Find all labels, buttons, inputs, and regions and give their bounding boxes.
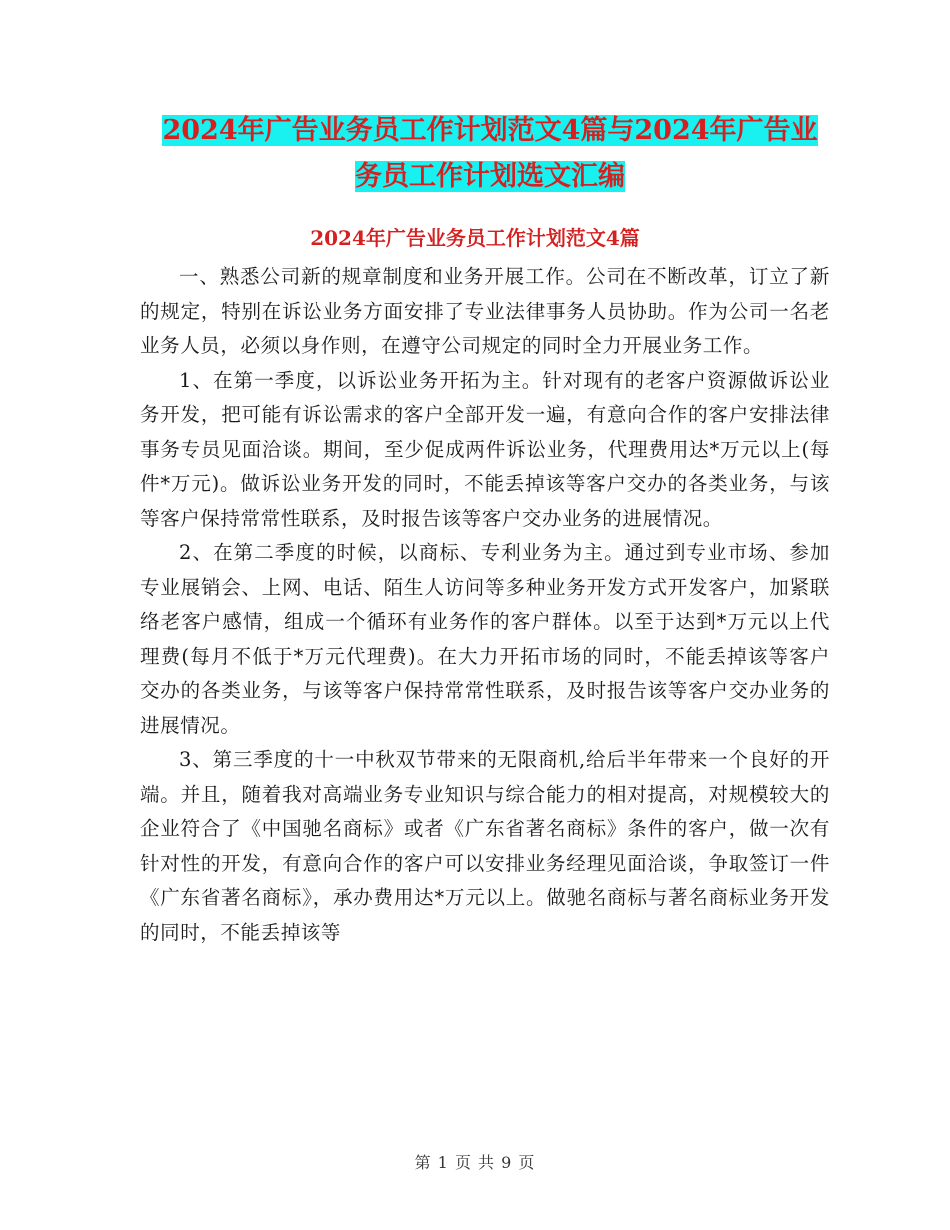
paragraph: 一、熟悉公司新的规章制度和业务开展工作。公司在不断改革，订立了新的规定，特别在诉讼业务方面安排了专业法律事务人员协助。作为公司一名老业务人员，必须以身作则，在遵守公司规定的同时全力开展业务工作。 (140, 265, 830, 357)
paragraph: 2、在第二季度的时候，以商标、专利业务为主。通过到专业市场、参加专业展销会、上网、电话、陌生人访问等多种业务开发方式开发客户，加紧联络老客户感情，组成一个循环有业务作的客户群体。以至于达到*万元以上代理费(每月不低于*万元代理费)。在大力开拓市场的同时，不能丢掉该等客户交办的各类业务，与该等客户保持常常性联系，及时报告该等客户交办业务的进展情况。 (140, 541, 830, 737)
page-number-footer: 第 1 页 共 9 页 (414, 1153, 536, 1172)
title-line-2: 务员工作计划选文汇编 (355, 161, 625, 192)
document-title (140, 108, 840, 200)
document-body (140, 260, 830, 950)
section-heading: 2024年广告业务员工作计划范文4篇 (310, 226, 640, 250)
title-line-1: 2024年广告业务员工作计划范文4篇与2024年广告业 (162, 115, 818, 146)
paragraph: 1、在第一季度，以诉讼业务开拓为主。针对现有的老客户资源做诉讼业务开发，把可能有诉讼需求的客户全部开发一遍，有意向合作的客户安排法律事务专员见面洽谈。期间，至少促成两件诉讼业务，代理费用达*万元以上(每件*万元)。做诉讼业务开发的同时，不能丢掉该等客户交办的各类业务，与该等客户保持常常性联系，及时报告该等客户交办业务的进展情况。 (140, 368, 830, 530)
paragraph: 3、第三季度的十一中秋双节带来的无限商机,给后半年带来一个良好的开端。并且，随着我对高端业务专业知识与综合能力的相对提高，对规模较大的企业符合了《中国驰名商标》或者《广东省著名商标》条件的客户，做一次有针对性的开发，有意向合作的客户可以安排业务经理见面洽谈，争取签订一件《广东省著名商标》，承办费用达*万元以上。做驰名商标与著名商标业务开发的同时，不能丢掉该等 (140, 748, 830, 944)
